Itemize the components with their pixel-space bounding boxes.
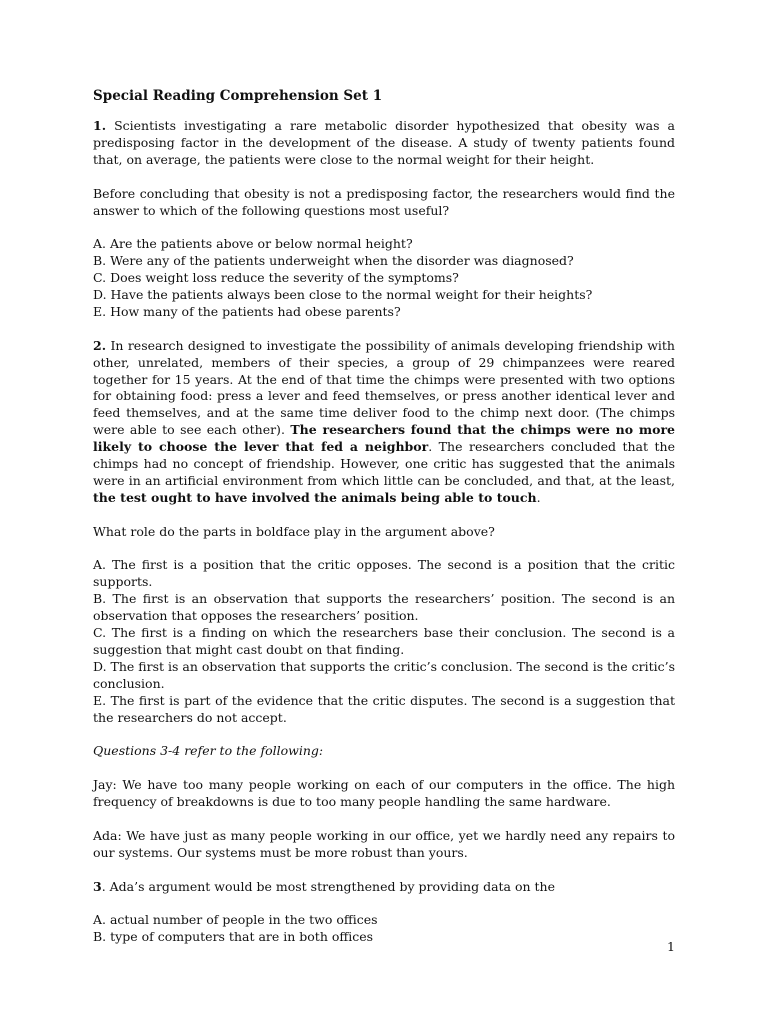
q2-option-d: D. The first is an observation that supports the critic’s conclusion. The second is the critic’s conclusion. [93, 658, 675, 691]
q3-stem [93, 879, 675, 896]
q34-intro: Questions 3-4 refer to the following: [93, 743, 324, 759]
document-page [93, 88, 675, 946]
q1-passage [93, 118, 675, 169]
q2-option-e: E. The first is part of the evidence that the critic disputes. The second is a suggestion that the researchers do not accept. [93, 692, 675, 725]
q1-options [93, 236, 675, 321]
q3-option-a: A. actual number of people in the two offices [93, 912, 378, 928]
q2-stem: What role do the parts in boldface play in the argument above? [93, 523, 495, 539]
q2-option-b: B. The first is an observation that supports the researchers’ position. The second is an observation that opposes the researchers’ position. [93, 591, 675, 624]
q2-number: 2. [93, 337, 107, 353]
q1-option-d: D. Have the patients always been close to the normal weight for their heights? [93, 287, 593, 303]
q3-number: 3 [93, 878, 102, 894]
q2-passage [93, 338, 675, 507]
q1-option-c: C. Does weight loss reduce the severity of the symptoms? [93, 270, 459, 286]
q34-ada-statement: Ada: We have just as many people working in our office, yet we hardly need any repairs to our systems. Our systems must be more robust than yours. [93, 827, 675, 860]
document-title: Special Reading Comprehension Set 1 [93, 88, 383, 104]
q1-option-b: B. Were any of the patients underweight when the disorder was diagnosed? [93, 253, 574, 269]
q34-jay-statement: Jay: We have too many people working on each of our computers in the office. The high frequency of breakdowns is due to too many people handling the same hardware. [93, 777, 675, 810]
q3-stem-text: . Ada’s argument would be most strengthened by providing data on the [101, 878, 555, 894]
q1-number: 1. [93, 118, 107, 133]
q1-passage-text: Scientists investigating a rare metabolic disorder hypothesized that obesity was a predisposing factor in the development of the disease. A study of twenty patients found that, on average, the patients were close to the normal weight for their height. [93, 118, 675, 167]
q2-passage-end: . [536, 489, 541, 505]
q1-stem: Before concluding that obesity is not a predisposing factor, the researchers would find the answer to which of the following questions most useful? [93, 185, 675, 218]
q2-passage-part1: In research designed to investigate the possibility of animals developing friendship with other, unrelated, members of their species, a group of 29 chimpanzees were reared together for 15 years. At the end of that time the chimps were presented with two options for obtaining food: press a lever and feed themselves, or press another identical lever and feed themselves, and at the same time deliver food to the chimp next door. (The chimps were able to see each other). [93, 337, 675, 438]
q2-boldface-1: The researchers found that the chimps were no more likely to choose the lever that fed a neighbor [93, 422, 676, 455]
q3-options [93, 912, 675, 946]
q1-option-e: E. How many of the patients had obese parents? [93, 303, 401, 319]
q2-options [93, 557, 675, 726]
q2-boldface-2: the test ought to have involved the animals being able to touch [93, 489, 537, 505]
q2-passage-part2: . The researchers concluded that the chimps had no concept of friendship. However, one critic has suggested that the animals were in an artificial environment from which little can be concluded, and that, at the least, [93, 439, 676, 488]
q2-option-c: C. The first is a finding on which the researchers base their conclusion. The second is a suggestion that might cast doubt on that finding. [93, 625, 675, 658]
page-number: 1 [667, 939, 675, 954]
q1-option-a: A. Are the patients above or below normal height? [93, 236, 413, 252]
q2-option-a: A. The first is a position that the critic opposes. The second is a position that the critic supports. [93, 557, 675, 590]
q3-option-b: B. type of computers that are in both offices [93, 929, 374, 945]
